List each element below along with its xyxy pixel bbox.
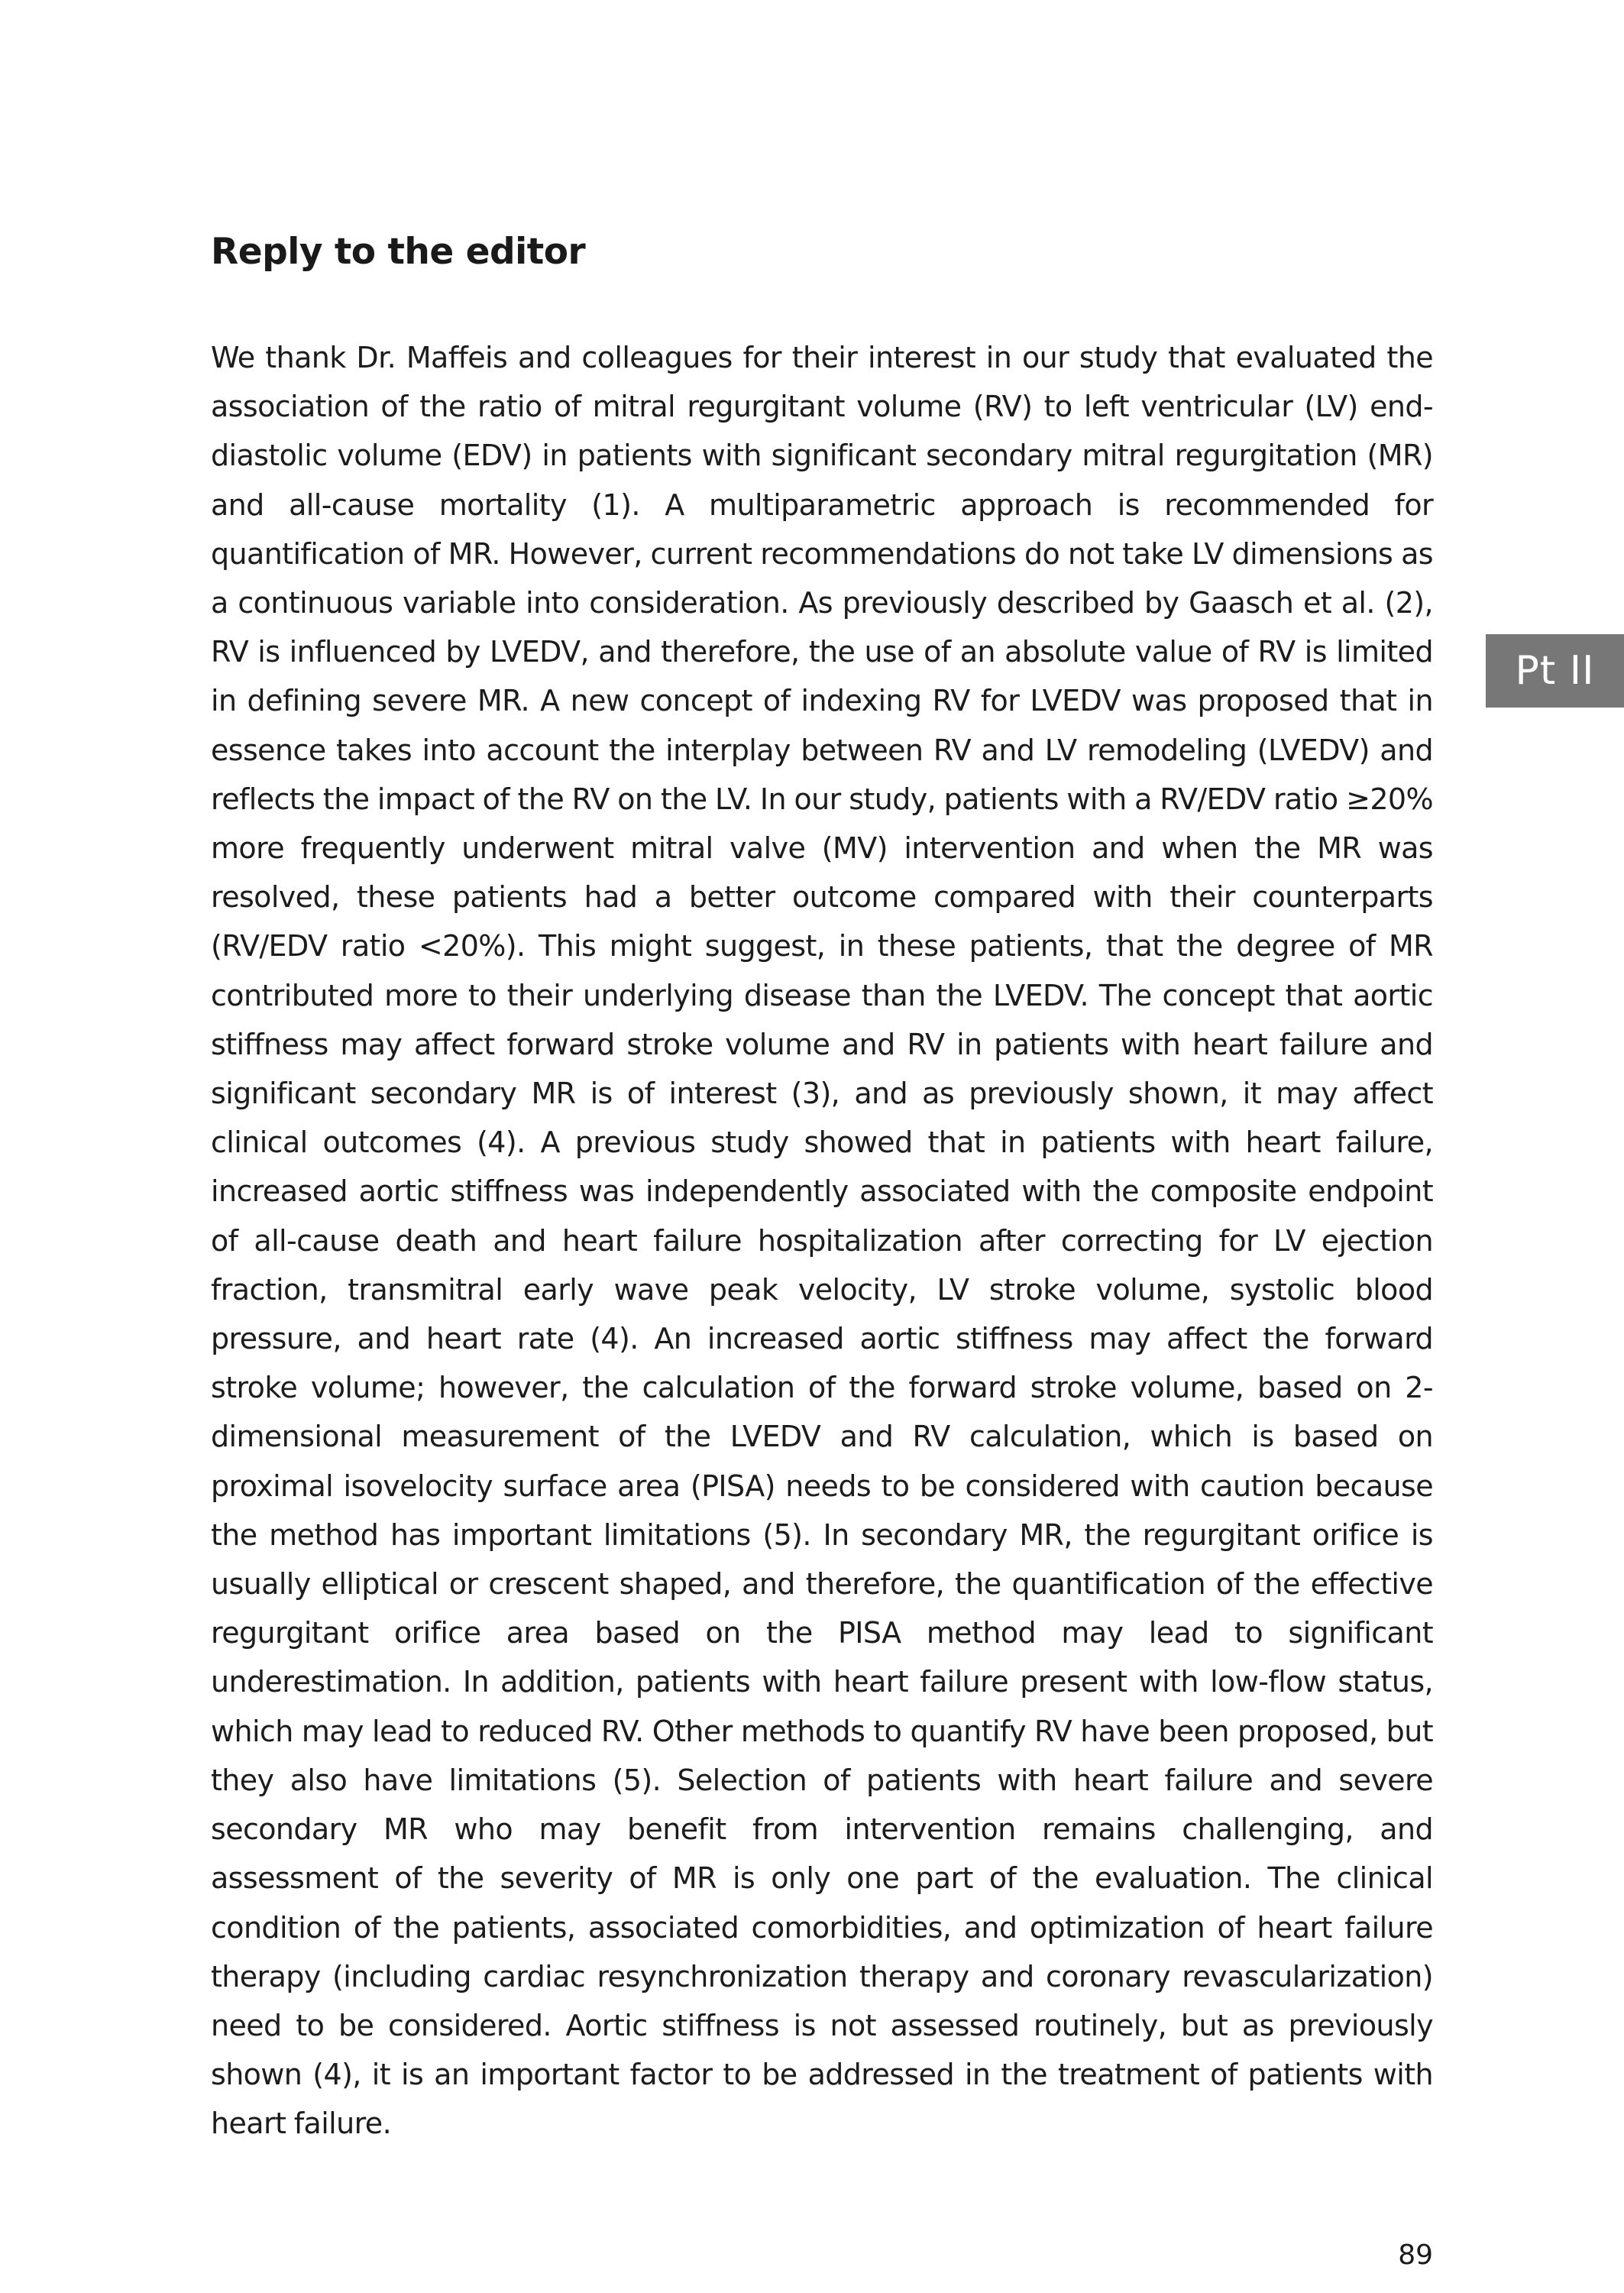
part-tab-label: Pt II: [1515, 648, 1595, 694]
body-paragraph: We thank Dr. Maffeis and colleagues for their interest in our study that evaluated the association of the ratio of mitral regurgitant volume (RV) to left ventricular (LV) end-diastolic volume (EDV) in patients with significant secondary mitral regurgitation (MR) and all-cause mortality (1). A multiparametric approach is recommended for quantification of MR. However, current recommendations do not take LV dimensions as a continuous variable into consideration. As previously described by Gaasch et al. (2), RV is influenced by LVEDV, and therefore, the use of an absolute value of RV is limited in defining severe MR. A new concept of indexing RV for LVEDV was proposed that in essence takes into account the interplay between RV and LV remodeling (LVEDV) and reflects the impact of the RV on the LV. In our study, patients with a RV/EDV ratio ≥20% more frequently underwent mitral valve (MV) intervention and when the MR was resolved, these patients had a better outcome compared with their counterparts (RV/EDV ratio <20%). This might suggest, in these patients, that the degree of MR contributed more to their underlying disease than the LVEDV. The concept that aortic stiffness may affect forward stroke volume and RV in patients with heart failure and significant secondary MR is of interest (3), and as previously shown, it may affect clinical outcomes (4). A previous study showed that in patients with heart failure, increased aortic stiffness was independently associated with the composite endpoint of all-cause death and heart failure hospitalization after correcting for LV ejection fraction, transmitral early wave peak velocity, LV stroke volume, systolic blood pressure, and heart rate (4). An increased aortic stiffness may affect the forward stroke volume; however, the calculation of the forward stroke volume, based on 2-dimensional measurement of the LVEDV and RV calculation, which is based on proximal isovelocity surface area (PISA) needs to be considered with caution because the method has important limitations (5). In secondary MR, the regurgitant orifice is usually elliptical or crescent shaped, and therefore, the quantification of the effective regurgitant orifice area based on the PISA method may lead to significant underestimation. In addition, patients with heart failure present with low-flow status, which may lead to reduced RV. Other methods to quantify RV have been proposed, but they also have limitations (5). Selection of patients with heart failure and severe secondary MR who may benefit from intervention remains challenging, and assessment of the severity of MR is only one part of the evaluation. The clinical condition of the patients, associated comorbidities, and optimization of heart failure therapy (including cardiac resynchronization therapy and coronary revascularization) need to be considered. Aortic stiffness is not assessed routinely, but as previously shown (4), it is an important factor to be addressed in the treatment of patients with heart failure.: [211, 341, 1433, 2141]
part-tab: [1486, 634, 1624, 708]
page-number: 89: [1398, 2240, 1433, 2271]
section-heading: Reply to the editor: [211, 231, 586, 273]
